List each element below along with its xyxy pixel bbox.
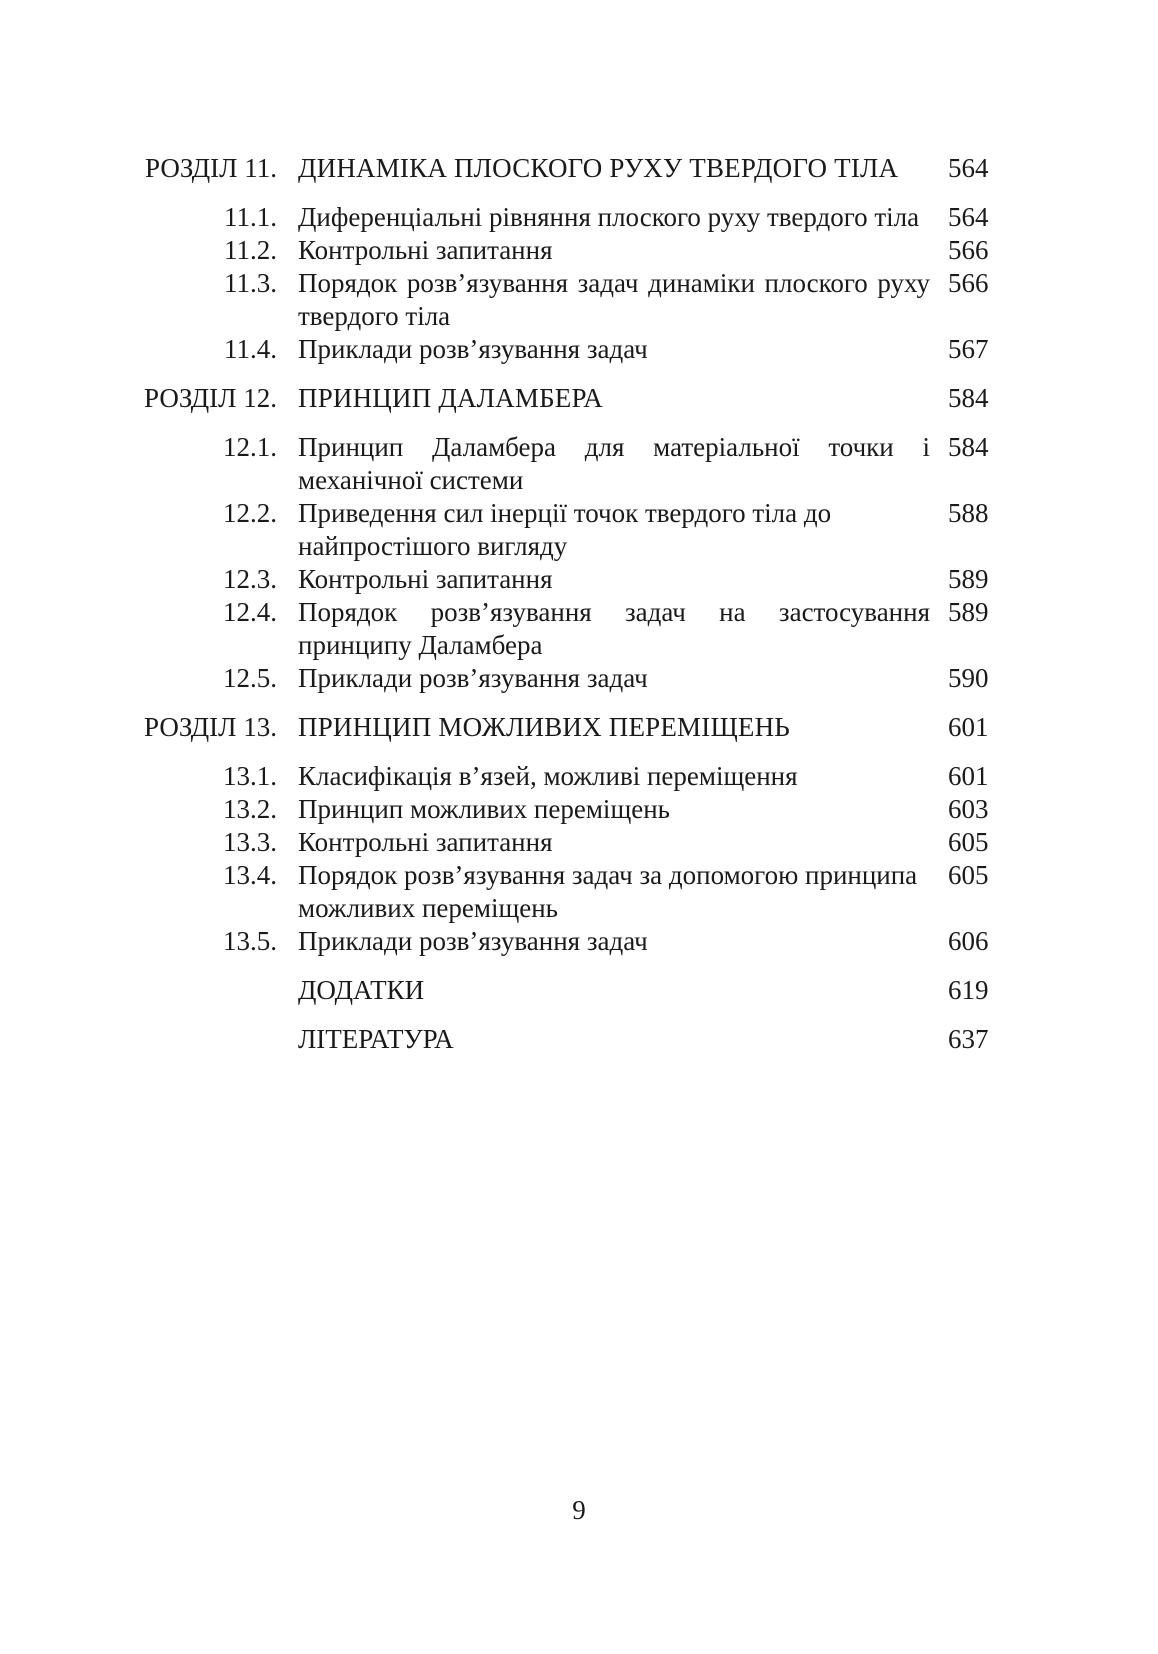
toc-page-number: 590 — [948, 663, 989, 693]
toc-section-number: 12.3. — [223, 564, 277, 594]
toc-page-number: 584 — [948, 383, 989, 413]
toc-section-number: 12.4. — [223, 597, 277, 627]
toc-page-number: 605 — [948, 827, 989, 857]
table-of-contents — [0, 152, 1158, 1056]
toc-section-row — [0, 793, 1158, 826]
toc-page-number: 566 — [948, 268, 989, 298]
toc-chapter-number: РОЗДІЛ 12. — [144, 383, 277, 413]
toc-page-number: 637 — [948, 1024, 989, 1054]
toc-section-title: Контрольні запитання — [298, 235, 553, 265]
page-number-footer: 9 — [572, 1495, 586, 1525]
toc-section-number: 13.5. — [223, 926, 277, 956]
toc-appendix-row — [0, 974, 1158, 1007]
toc-section-number: 12.1. — [223, 432, 277, 462]
toc-section-row — [0, 563, 1158, 596]
toc-page-number: 564 — [948, 153, 989, 183]
toc-page-number: 564 — [948, 202, 989, 232]
toc-page-number: 589 — [948, 597, 989, 627]
toc-appendix-title: ЛІТЕРАТУРА — [298, 1024, 454, 1054]
toc-section-row — [0, 431, 1158, 497]
toc-section-number: 13.4. — [223, 860, 277, 890]
toc-chapter-number: РОЗДІЛ 11. — [145, 153, 277, 183]
toc-page-number: 589 — [948, 564, 989, 594]
toc-section-title: Контрольні запитання — [298, 564, 553, 594]
toc-page-number: 605 — [948, 860, 989, 890]
toc-section-row — [0, 234, 1158, 267]
toc-section-title: Приведення сил інерції точок твердого тіла до найпростішого вигляду — [298, 498, 832, 561]
toc-chapter-title: ПРИНЦИП ДАЛАМБЕРА — [298, 383, 603, 413]
toc-appendix-title: ДОДАТКИ — [298, 975, 425, 1005]
toc-page-number: 601 — [948, 761, 989, 791]
toc-section-title: Порядок розв’язування задач на застосування принципу Даламбера — [298, 597, 930, 660]
toc-chapter-row — [0, 711, 1158, 744]
toc-section-number: 12.5. — [223, 663, 277, 693]
toc-section-row — [0, 267, 1158, 333]
toc-section-number: 12.2. — [223, 498, 277, 528]
toc-section-title: Принцип можливих переміщень — [298, 794, 670, 824]
toc-section-row — [0, 859, 1158, 925]
toc-page-number: 566 — [948, 235, 989, 265]
toc-section-title: Порядок розв’язування задач за допомогою принципа можливих переміщень — [298, 860, 918, 923]
toc-section-row — [0, 925, 1158, 958]
toc-section-row — [0, 497, 1158, 563]
toc-page-number: 606 — [948, 926, 989, 956]
toc-section-title: Приклади розв’язування задач — [298, 926, 648, 956]
toc-section-row — [0, 596, 1158, 662]
toc-section-number: 13.2. — [223, 794, 277, 824]
toc-chapter-title — [298, 152, 930, 185]
toc-section-number: 11.3. — [224, 268, 277, 298]
toc-page-number: 603 — [948, 794, 989, 824]
toc-section-row — [0, 662, 1158, 695]
toc-page-number: 567 — [948, 334, 989, 364]
toc-chapter-row — [0, 152, 1158, 185]
toc-section-title: Контрольні запитання — [298, 827, 553, 857]
toc-chapter-title: ПРИНЦИП МОЖЛИВИХ ПЕРЕМІЩЕНЬ — [298, 712, 790, 742]
toc-appendix-row — [0, 1023, 1158, 1056]
toc-section-title: Приклади розв’язування задач — [298, 663, 648, 693]
toc-section-title: Приклади розв’язування задач — [298, 334, 648, 364]
toc-page-number: 584 — [948, 432, 989, 462]
toc-section-row — [0, 826, 1158, 859]
toc-section-title: Принцип Даламбера для матеріальної точки і механічної системи — [298, 432, 930, 495]
toc-section-number: 11.1. — [224, 202, 277, 232]
toc-chapter-number: РОЗДІЛ 13. — [144, 712, 277, 742]
toc-chapter-row — [0, 382, 1158, 415]
toc-page-number: 601 — [948, 712, 989, 742]
toc-section-row — [0, 201, 1158, 234]
toc-section-row — [0, 760, 1158, 793]
toc-section-number: 13.1. — [223, 761, 277, 791]
toc-section-number: 13.3. — [223, 827, 277, 857]
toc-section-title: Класифікація в’язей, можливі переміщення — [298, 761, 798, 791]
toc-section-title: Диференціальні рівняння плоского руху твердого тіла — [298, 202, 920, 232]
toc-section-number: 11.4. — [224, 334, 277, 364]
toc-page-number: 619 — [948, 975, 989, 1005]
toc-section-number: 11.2. — [224, 235, 277, 265]
toc-section-row — [0, 333, 1158, 366]
toc-section-title: Порядок розв’язування задач динаміки плоского руху твердого тіла — [298, 268, 930, 331]
toc-page-number: 588 — [948, 498, 989, 528]
toc-chapter-title-text: ДИНАМІКА ПЛОСКОГО РУХУ ТВЕРДОГО ТІЛА — [298, 153, 899, 183]
